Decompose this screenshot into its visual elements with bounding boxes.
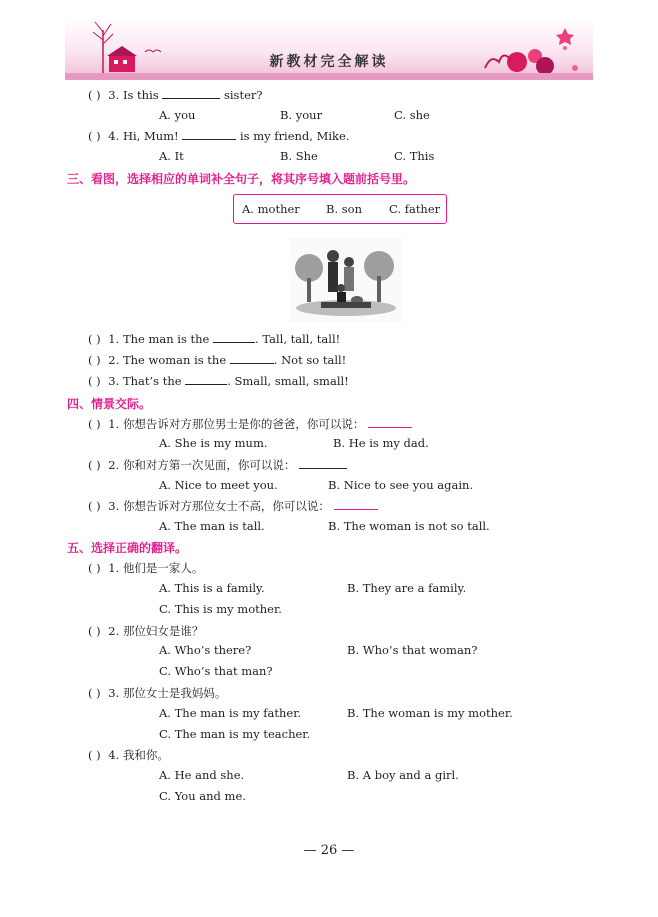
answer-blank[interactable] <box>334 499 378 510</box>
option-c: C. The man is my teacher. <box>159 727 311 741</box>
option-b: B. Nice to see you again. <box>328 478 474 492</box>
page-number: — 26 — <box>303 843 355 858</box>
question-5-4: ( ) 4. 我和你。 <box>88 748 169 762</box>
header-banner <box>65 18 593 80</box>
option-c: C. she <box>394 108 430 122</box>
option-b: B. your <box>280 108 323 122</box>
option-a: A. you <box>159 108 196 122</box>
answer-blank[interactable] <box>182 129 236 140</box>
answer-blank[interactable] <box>162 88 220 99</box>
option-b: B. He is my dad. <box>333 436 429 450</box>
word-option: A. mother <box>242 202 300 216</box>
option-b: B. The woman is my mother. <box>347 706 513 720</box>
option-b: B. They are a family. <box>347 581 467 595</box>
option-b: B. She <box>280 149 318 163</box>
question-4-2: ( ) 2. 你和对方第一次见面，你可以说： <box>88 457 347 473</box>
section-3-heading: 三、看图，选择相应的单词补全句子，将其序号填入题前括号里。 <box>67 172 416 186</box>
option-c: C. This is my mother. <box>159 602 282 616</box>
question-2-3: ( ) 3. Is this sister? <box>88 88 263 102</box>
option-b: B. The woman is not so tall. <box>328 519 490 533</box>
question-3-2: ( ) 2. The woman is the . Not so tall! <box>88 353 347 367</box>
option-c: C. You and me. <box>159 789 246 803</box>
question-2-4: ( ) 4. Hi, Mum! is my friend, Mike. <box>88 129 350 143</box>
option-c: C. This <box>394 149 435 163</box>
word-option: B. son <box>326 202 362 216</box>
section-5-heading: 五、选择正确的翻译。 <box>67 541 188 555</box>
question-5-2: ( ) 2. 那位妇女是谁？ <box>88 624 204 638</box>
question-3-3: ( ) 3. That’s the . Small, small, small! <box>88 374 349 388</box>
option-b: B. A boy and a girl. <box>347 768 459 782</box>
answer-blank[interactable] <box>230 353 274 364</box>
question-5-1: ( ) 1. 他们是一家人。 <box>88 561 204 575</box>
family-picture-illustration <box>289 238 403 322</box>
option-a: A. The man is my father. <box>159 706 302 720</box>
option-a: A. Nice to meet you. <box>159 478 278 492</box>
section-4-heading: 四、情景交际。 <box>67 397 152 411</box>
option-c: C. Who’s that man? <box>159 664 273 678</box>
answer-blank[interactable] <box>299 458 347 469</box>
question-3-1: ( ) 1. The man is the . Tall, tall, tall! <box>88 332 341 346</box>
answer-blank[interactable] <box>185 374 227 385</box>
question-4-1: ( ) 1. 你想告诉对方那位男士是你的爸爸，你可以说： <box>88 416 412 432</box>
option-b: B. Who’s that woman? <box>347 643 478 657</box>
answer-blank[interactable] <box>213 332 255 343</box>
answer-blank[interactable] <box>368 417 412 428</box>
banner-title: 新教材完全解读 <box>269 54 389 70</box>
option-a: A. Who’s there? <box>159 643 252 657</box>
option-a: A. The man is tall. <box>159 519 265 533</box>
option-a: A. He and she. <box>159 768 245 782</box>
option-a: A. She is my mum. <box>159 436 268 450</box>
question-4-3: ( ) 3. 你想告诉对方那位女士不高，你可以说： <box>88 498 378 514</box>
option-a: A. It <box>159 149 184 163</box>
option-a: A. This is a family. <box>159 581 265 595</box>
word-bank-box <box>233 194 447 224</box>
question-5-3: ( ) 3. 那位女士是我妈妈。 <box>88 686 227 700</box>
word-option: C. father <box>389 202 441 216</box>
